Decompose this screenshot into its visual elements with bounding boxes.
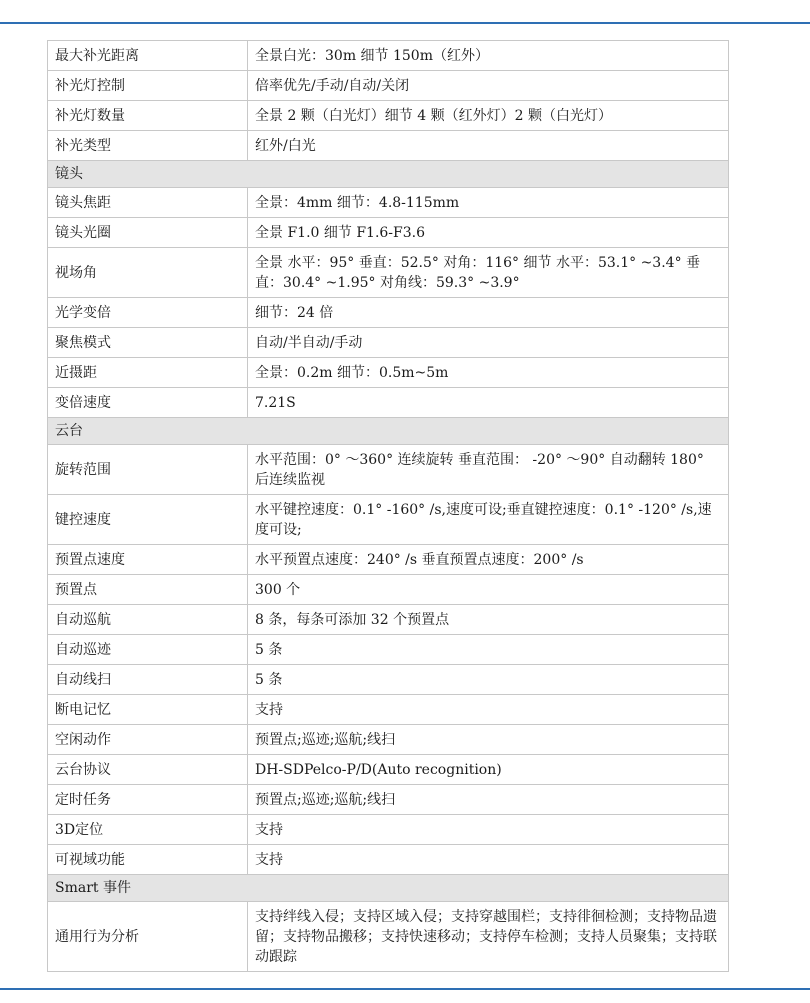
spec-value: 支持 (248, 695, 729, 725)
spec-label: 补光类型 (48, 131, 248, 161)
table-row (48, 41, 729, 71)
table-row (48, 725, 729, 755)
table-row (48, 218, 729, 248)
spec-value: 全景：0.2m 细节：0.5m~5m (248, 358, 729, 388)
spec-value: 倍率优先/手动/自动/关闭 (248, 71, 729, 101)
spec-label: 视场角 (48, 248, 248, 298)
table-row (48, 605, 729, 635)
spec-label: 空闲动作 (48, 725, 248, 755)
spec-label: 可视域功能 (48, 845, 248, 875)
table-row (48, 495, 729, 545)
section-title: Smart 事件 (48, 875, 729, 902)
table-row (48, 635, 729, 665)
spec-label: 补光灯控制 (48, 71, 248, 101)
spec-label: 3D定位 (48, 815, 248, 845)
spec-value: DH-SDPelco-P/D(Auto recognition) (248, 755, 729, 785)
spec-value: 7.21S (248, 388, 729, 418)
table-row (48, 785, 729, 815)
spec-value: 全景 F1.0 细节 F1.6-F3.6 (248, 218, 729, 248)
table-row (48, 131, 729, 161)
spec-label: 最大补光距离 (48, 41, 248, 71)
spec-value: 全景 水平：95° 垂直：52.5° 对角：116° 细节 水平：53.1° ~3.4° 垂直：30.4° ~1.95° 对角线：59.3° ~3.9° (248, 248, 729, 298)
spec-value: 300 个 (248, 575, 729, 605)
section-header-row (48, 418, 729, 445)
section-header-row (48, 875, 729, 902)
bottom-rule (0, 988, 810, 990)
spec-label: 定时任务 (48, 785, 248, 815)
table-row (48, 188, 729, 218)
table-row (48, 388, 729, 418)
spec-value: 自动/半自动/手动 (248, 328, 729, 358)
spec-label: 旋转范围 (48, 445, 248, 495)
spec-label: 镜头焦距 (48, 188, 248, 218)
spec-value: 5 条 (248, 635, 729, 665)
spec-value: 支持 (248, 815, 729, 845)
spec-value: 全景白光：30m 细节 150m（红外） (248, 41, 729, 71)
spec-label: 近摄距 (48, 358, 248, 388)
spec-value: 细节：24 倍 (248, 298, 729, 328)
table-row (48, 298, 729, 328)
table-row (48, 815, 729, 845)
spec-label: 变倍速度 (48, 388, 248, 418)
spec-label: 预置点速度 (48, 545, 248, 575)
spec-value: 预置点;巡迹;巡航;线扫 (248, 785, 729, 815)
spec-value: 水平预置点速度：240° /s 垂直预置点速度：200° /s (248, 545, 729, 575)
table-row (48, 695, 729, 725)
top-rule (0, 22, 810, 24)
table-row (48, 845, 729, 875)
spec-value: 预置点;巡迹;巡航;线扫 (248, 725, 729, 755)
spec-table-body (48, 41, 729, 972)
table-row (48, 71, 729, 101)
spec-label: 镜头光圈 (48, 218, 248, 248)
spec-label: 光学变倍 (48, 298, 248, 328)
spec-label: 聚焦模式 (48, 328, 248, 358)
table-row (48, 545, 729, 575)
spec-value: 水平范围：0° ～360° 连续旋转 垂直范围： -20° ～90° 自动翻转 180° 后连续监视 (248, 445, 729, 495)
spec-label: 自动巡航 (48, 605, 248, 635)
spec-table (47, 40, 729, 972)
spec-value: 8 条，每条可添加 32 个预置点 (248, 605, 729, 635)
spec-label: 自动线扫 (48, 665, 248, 695)
spec-label: 预置点 (48, 575, 248, 605)
spec-label: 断电记忆 (48, 695, 248, 725)
spec-label: 键控速度 (48, 495, 248, 545)
section-title: 云台 (48, 418, 729, 445)
spec-label: 自动巡迹 (48, 635, 248, 665)
spec-value: 全景：4mm 细节：4.8-115mm (248, 188, 729, 218)
table-row (48, 665, 729, 695)
spec-value: 水平键控速度：0.1° -160° /s,速度可设;垂直键控速度：0.1° -120° /s,速度可设; (248, 495, 729, 545)
table-row (48, 248, 729, 298)
table-row (48, 575, 729, 605)
table-row (48, 101, 729, 131)
spec-label: 通用行为分析 (48, 902, 248, 972)
table-row (48, 328, 729, 358)
table-row (48, 902, 729, 972)
spec-value: 支持 (248, 845, 729, 875)
spec-label: 云台协议 (48, 755, 248, 785)
section-header-row (48, 161, 729, 188)
spec-value: 5 条 (248, 665, 729, 695)
spec-label: 补光灯数量 (48, 101, 248, 131)
spec-value: 全景 2 颗（白光灯）细节 4 颗（红外灯）2 颗（白光灯） (248, 101, 729, 131)
spec-value: 红外/白光 (248, 131, 729, 161)
spec-value: 支持绊线入侵；支持区域入侵；支持穿越围栏；支持徘徊检测；支持物品遗留；支持物品搬移；支持快速移动；支持停车检测；支持人员聚集；支持联动跟踪 (248, 902, 729, 972)
table-row (48, 445, 729, 495)
table-row (48, 755, 729, 785)
section-title: 镜头 (48, 161, 729, 188)
table-row (48, 358, 729, 388)
